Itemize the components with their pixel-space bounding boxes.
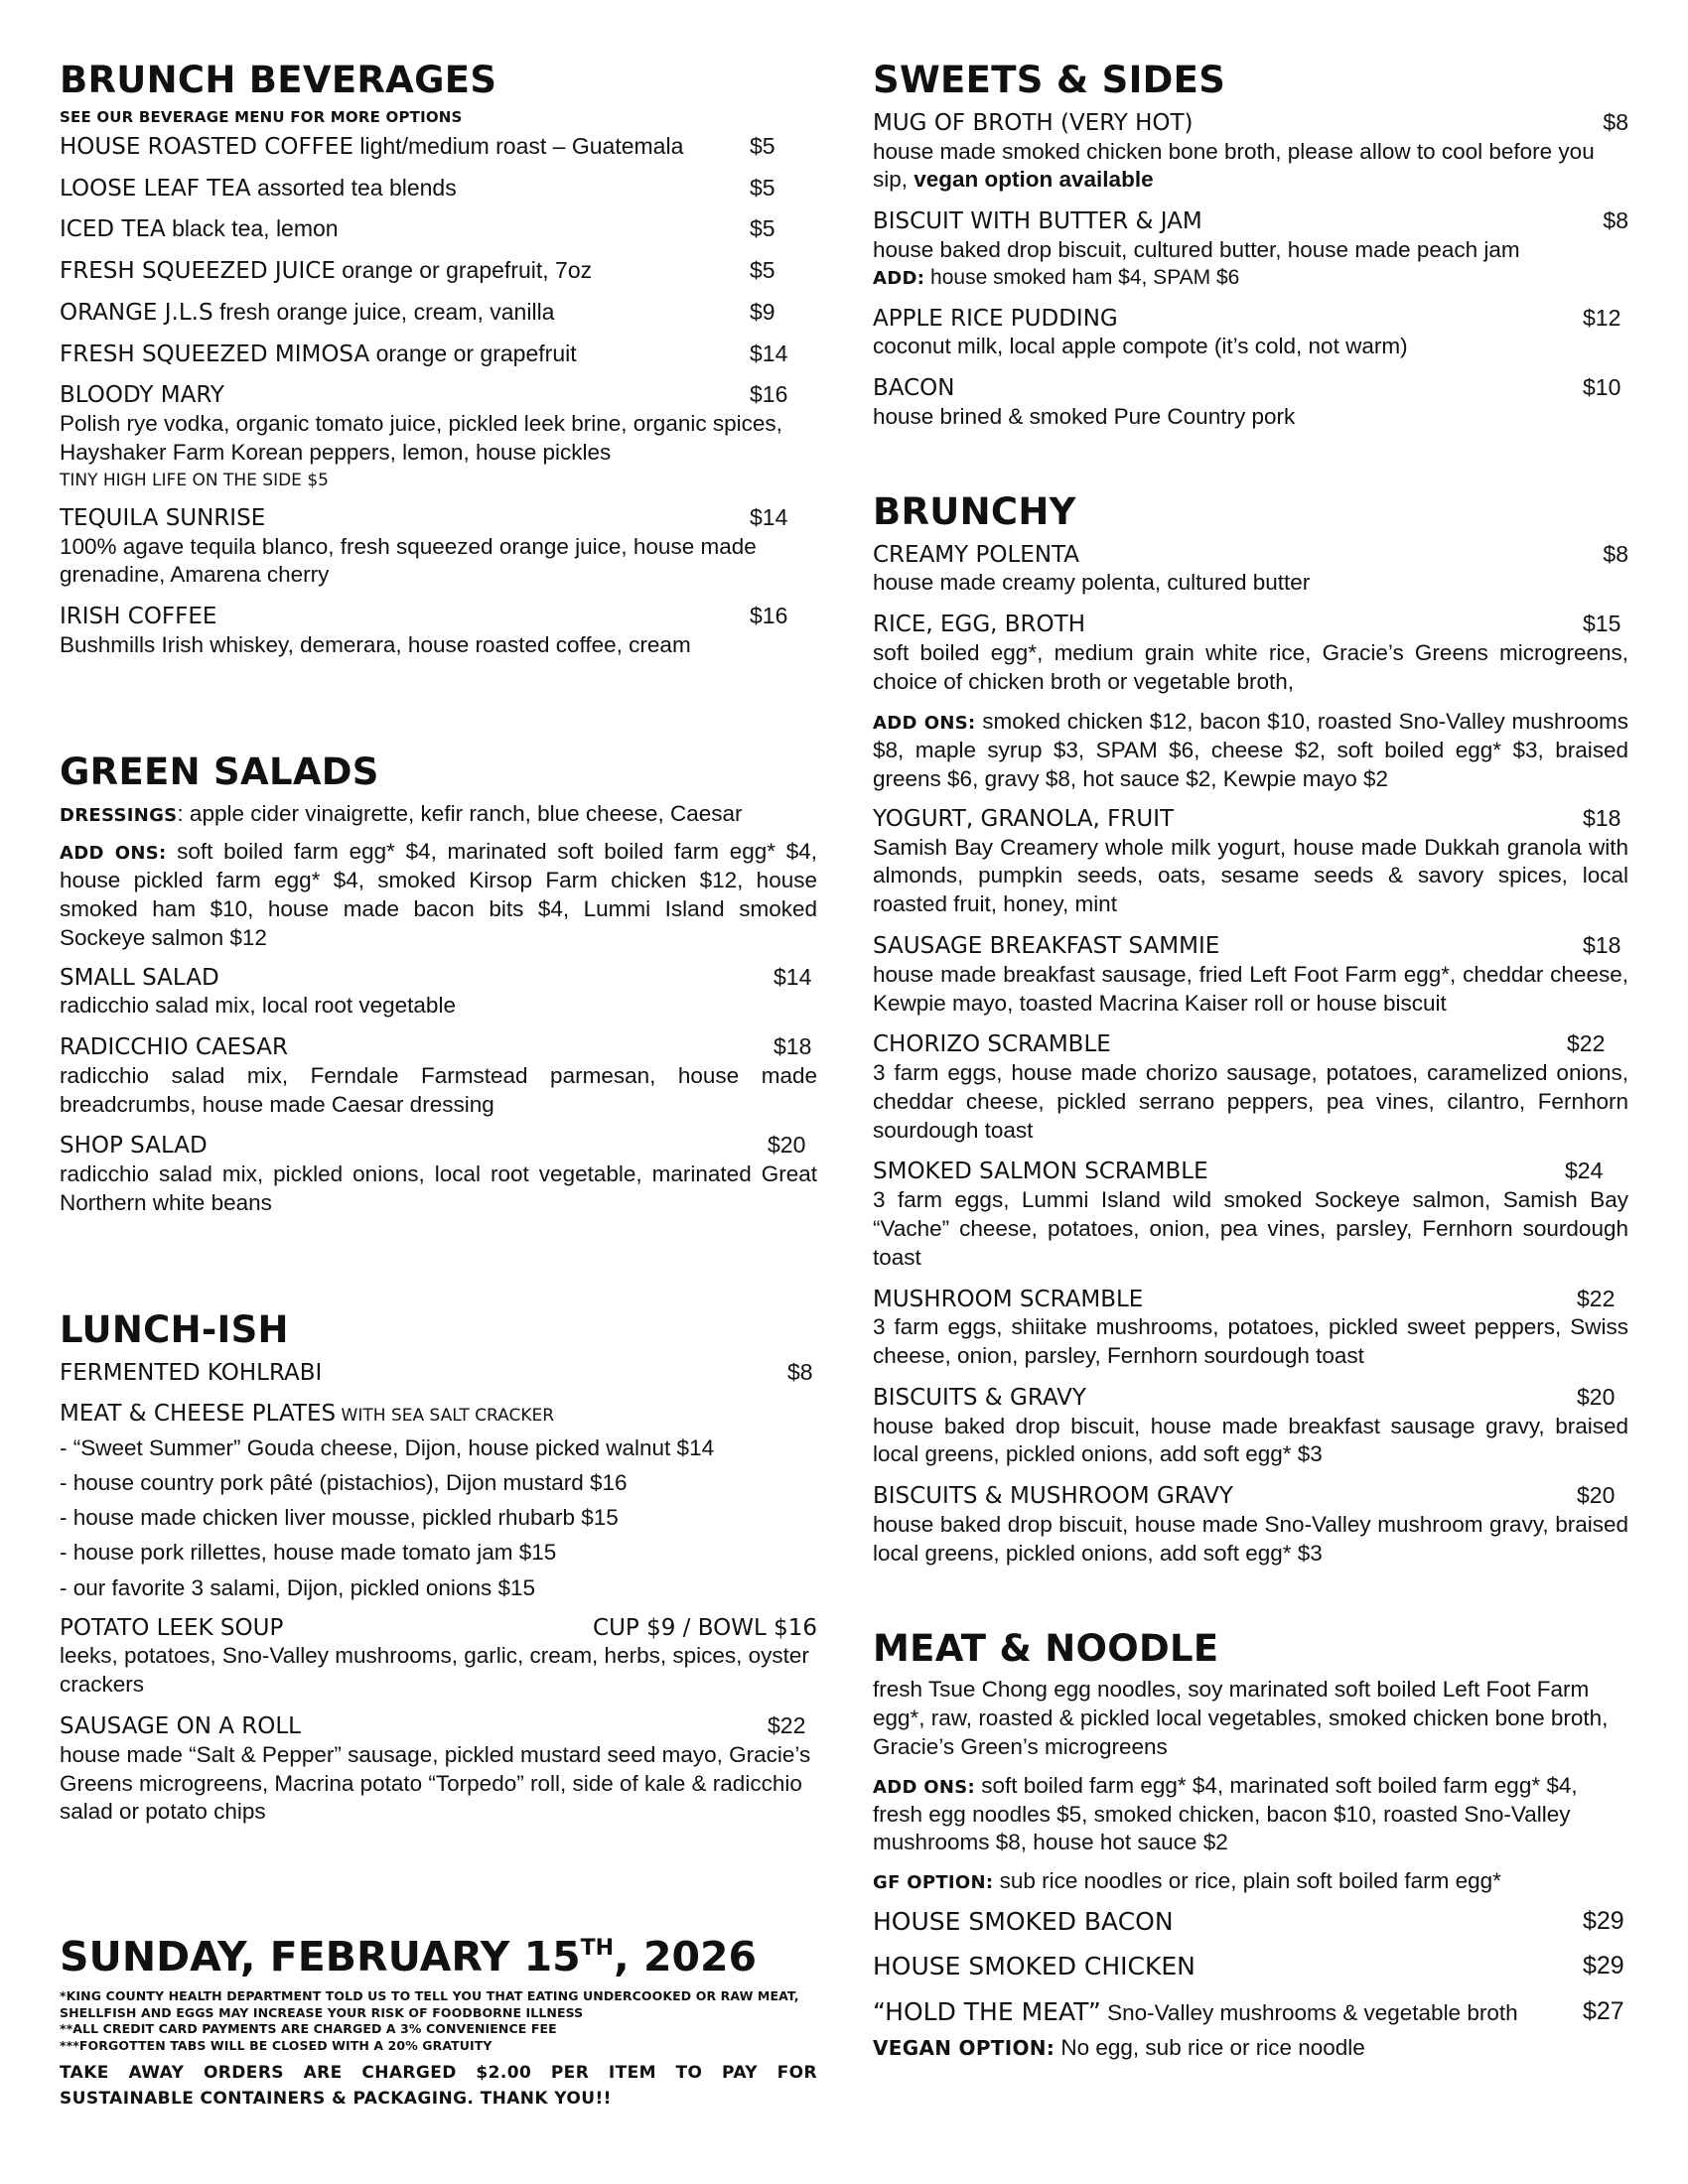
item-price: $20 [768, 1132, 806, 1159]
item-name: RADICCHIO CAESAR [60, 1034, 288, 1061]
menu-item [60, 340, 817, 369]
item-price: $16 [750, 381, 788, 408]
item-name: SAUSAGE ON A ROLL [60, 1713, 301, 1740]
sammie-item [873, 931, 1628, 1018]
item-name: BISCUITS & GRAVY [873, 1384, 1086, 1411]
health-notice: *KING COUNTY HEALTH DEPARTMENT TOLD US TO TELL YOU THAT EATING UNDERCOOKED OR RAW MEAT, SHELLFISH AND EGGS MAY INCREASE YOUR RISK OF FOODBORNE ILLNESS [60, 1988, 799, 2020]
chorizo-item [873, 1029, 1628, 1145]
item-name: ORANGE J.L.S [60, 299, 213, 326]
item-name: SAUSAGE BREAKFAST SAMMIE [873, 932, 1220, 959]
item-name: TEQUILA SUNRISE [60, 504, 266, 531]
item-name: HOUSE ROASTED COFFEE [60, 133, 353, 160]
menu-date: SUNDAY, FEBRUARY 15TH, 2026 [60, 1933, 758, 1980]
item-name: MUG OF BROTH (VERY HOT) [873, 109, 1194, 136]
item-price: $29 [1583, 1952, 1624, 1980]
rice-egg-broth-item [873, 610, 1628, 696]
item-desc: radicchio salad mix, pickled onions, local root vegetable, marinated Great Northern white beans [60, 1161, 817, 1215]
item-name: MEAT & CHEESE PLATES [60, 1401, 337, 1428]
footer [60, 1933, 817, 2113]
item-name: SHOP SALAD [60, 1133, 208, 1160]
yogurt-item [873, 804, 1628, 919]
item-desc: 3 farm eggs, house made chorizo sausage, potatoes, caramelized onions, cheddar cheese, pickled serrano peppers, pea vines, cilantro, Fernhorn sourdough toast [873, 1060, 1628, 1143]
add-text: house smoked ham $4, SPAM $6 [924, 265, 1240, 289]
item-price: $14 [774, 963, 812, 990]
item-price: $22 [1577, 1285, 1616, 1311]
section-title: MEAT & NOODLE [873, 1626, 1219, 1670]
item-desc: light/medium roast – Guatemala [352, 132, 684, 159]
plate-line: - our favorite 3 salami, Dijon, pickled onions $15 [60, 1574, 535, 1600]
item-name: SMOKED SALMON SCRAMBLE [873, 1159, 1208, 1185]
menu-item [60, 256, 817, 286]
addons-text: smoked chicken $12, bacon $10, roasted Sno-Valley mushrooms $8, maple syrup $3, SPAM $6, cheese $2, soft boiled egg* $3, braised greens $6, gravy $8, hot sauce $2, Kewpie mayo $2 [873, 709, 1629, 792]
salmon-item [873, 1157, 1628, 1272]
item-name: APPLE RICE PUDDING [873, 305, 1118, 332]
item-name: FRESH SQUEEZED MIMOSA [60, 341, 370, 367]
item-desc: 3 farm eggs, Lummi Island wild smoked Sockeye salmon, Samish Bay “Vache” cheese, potatoes, onion, pea vines, parsley, Fernhorn sourdough toast [873, 1187, 1628, 1270]
noodle-addons [873, 1772, 1628, 1857]
biscuits-mushroom-gravy-item [873, 1481, 1628, 1568]
item-price: $24 [1565, 1158, 1604, 1184]
item-price: $14 [750, 340, 788, 366]
biscuit-item [873, 206, 1628, 291]
plate-line: - house country pork pâté (pistachios), Dijon mustard $16 [60, 1470, 628, 1496]
item-price: $5 [750, 257, 775, 284]
hold-the-meat-item [873, 1996, 1628, 2028]
card-fee-notice: **ALL CREDIT CARD PAYMENTS ARE CHARGED A 3% CONVENIENCE FEE [60, 2021, 557, 2037]
smoked-bacon-noodle-item [873, 1906, 1628, 1937]
item-price: $22 [768, 1712, 806, 1739]
rice-pudding-item [873, 304, 1628, 362]
vegan-text: No egg, sub rice or rice noodle [1055, 2034, 1365, 2060]
broth-item [873, 108, 1628, 195]
biscuits-gravy-item [873, 1383, 1628, 1469]
bacon-item [873, 373, 1628, 432]
section-title: BRUNCHY [873, 489, 1076, 533]
lunch-ish-section [60, 1307, 817, 1827]
add-label: ADD: [873, 267, 925, 289]
item-price: $27 [1583, 1996, 1624, 2025]
item-price: $8 [1603, 207, 1628, 234]
item-name: FRESH SQUEEZED JUICE [60, 258, 336, 285]
item-name: YOGURT, GRANOLA, FRUIT [873, 805, 1175, 832]
mushroom-scramble-item [873, 1285, 1628, 1371]
item-desc: 100% agave tequila blanco, fresh squeezed orange juice, house made grenadine, Amarena cherry [60, 533, 757, 588]
item-price: $9 [750, 298, 775, 325]
brunchy-section [873, 489, 1629, 1569]
item-desc: house baked drop biscuit, house made Sno-Valley mushroom gravy, braised local greens, pickled onions, add soft egg* $3 [873, 1512, 1628, 1566]
smoked-chicken-noodle-item [873, 1951, 1628, 1981]
small-salad-item [60, 963, 817, 1022]
item-price: $12 [1583, 304, 1621, 331]
item-price: $18 [774, 1033, 812, 1060]
item-desc: house made smoked chicken bone broth, please allow to cool before you sip, [873, 138, 1595, 193]
sausage-roll-item [60, 1711, 817, 1827]
item-name: CREAMY POLENTA [873, 541, 1080, 568]
right-column [873, 59, 1629, 2063]
menu-item [60, 132, 817, 162]
item-desc: house made “Salt & Pepper” sausage, pickled mustard seed mayo, Gracie’s Greens microgreens, Macrina potato “Torpedo” roll, side of kale & radicchio salad or potato chips [60, 1741, 811, 1825]
item-price: $5 [750, 215, 775, 242]
item-price: $8 [1603, 540, 1628, 567]
item-desc: house brined & smoked Pure Country pork [873, 403, 1296, 429]
sweets-sides-section [873, 59, 1628, 432]
plates-heading [60, 1399, 817, 1429]
item-desc: radicchio salad mix, Ferndale Farmstead parmesan, house made breadcrumbs, house made Caesar dressing [60, 1062, 817, 1117]
item-price: $5 [750, 174, 775, 201]
brunch-beverages-section [60, 59, 817, 660]
section-title: BRUNCH BEVERAGES [60, 59, 497, 101]
item-name: BISCUIT WITH BUTTER & JAM [873, 208, 1202, 235]
item-name: FERMENTED KOHLRABI [60, 1359, 323, 1386]
item-name: POTATO LEEK SOUP [60, 1614, 284, 1641]
item-price: $14 [750, 503, 788, 530]
item-price: $5 [750, 132, 775, 159]
item-name: “HOLD THE MEAT” [873, 1996, 1101, 2026]
addons-label: ADD ONS: [873, 713, 976, 735]
noodle-desc: fresh Tsue Chong egg noodles, soy marinated soft boiled Left Foot Farm egg*, raw, roasted & pickled local vegetables, smoked chicken bone broth, Gracie’s Green’s microgreens [873, 1677, 1609, 1760]
item-name: BLOODY MARY [60, 382, 224, 409]
menu-item [60, 214, 817, 244]
polenta-item [873, 540, 1628, 599]
item-extra: TINY HIGH LIFE ON THE SIDE $5 [60, 470, 329, 490]
section-title: LUNCH-ISH [60, 1307, 289, 1351]
beverage-menu-note: SEE OUR BEVERAGE MENU FOR MORE OPTIONS [60, 107, 463, 126]
vegan-option [873, 2034, 1628, 2063]
item-price: $10 [1583, 374, 1621, 401]
addons-text: soft boiled farm egg* $4, marinated soft boiled farm egg* $4, fresh egg noodles $5, smoked chicken, bacon $10, roasted Sno-Valley mushrooms $8, house hot sauce $2 [873, 1772, 1578, 1855]
item-desc: fresh orange juice, cream, vanilla [212, 298, 555, 325]
dressings-text: : apple cider vinaigrette, kefir ranch, blue cheese, Caesar [177, 800, 743, 826]
item-name: BACON [873, 375, 955, 402]
gf-label: GF OPTION: [873, 1872, 994, 1894]
item-name: BISCUITS & MUSHROOM GRAVY [873, 1483, 1233, 1510]
kohlrabi-item [60, 1358, 817, 1388]
vegan-option: vegan option available [914, 167, 1154, 193]
gf-option [873, 1867, 1628, 1896]
plate-line: - house pork rillettes, house made tomato jam $15 [60, 1540, 557, 1566]
addons-label: ADD ONS: [60, 843, 167, 865]
left-column [60, 59, 817, 1839]
item-price: $8 [787, 1358, 813, 1385]
item-price: $18 [1583, 931, 1621, 958]
section-title: SWEETS & SIDES [873, 59, 1226, 101]
item-price: $15 [1583, 611, 1621, 637]
item-desc: leeks, potatoes, Sno-Valley mushrooms, garlic, cream, herbs, spices, oyster crackers [60, 1643, 809, 1698]
plate-line: - house made chicken liver mousse, pickled rhubarb $15 [60, 1505, 619, 1531]
item-price: $22 [1567, 1030, 1606, 1057]
item-desc: orange or grapefruit, 7oz [335, 257, 593, 284]
item-desc: Bushmills Irish whiskey, demerara, house roasted coffee, cream [60, 631, 691, 657]
item-desc: 3 farm eggs, shiitake mushrooms, potatoes, pickled sweet peppers, Swiss cheese, onion, parsley, Fernhorn sourdough toast [873, 1314, 1628, 1369]
dressings-line [60, 800, 817, 829]
item-sub: WITH SEA SALT CRACKER [336, 1406, 555, 1427]
plate-line: - “Sweet Summer” Gouda cheese, Dijon, house picked walnut $14 [60, 1435, 715, 1461]
item-price: $8 [1603, 108, 1628, 135]
item-desc: house baked drop biscuit, house made breakfast sausage gravy, braised local greens, pickled onions, add soft egg* $3 [873, 1413, 1628, 1467]
item-price: $20 [1577, 1383, 1616, 1410]
item-price: $20 [1577, 1482, 1616, 1509]
item-desc: house baked drop biscuit, cultured butter, house made peach jam [873, 236, 1520, 262]
dressings-label: DRESSINGS [60, 804, 178, 826]
salad-addons [60, 838, 817, 952]
item-name: SMALL SALAD [60, 964, 219, 991]
item-name: MUSHROOM SCRAMBLE [873, 1286, 1144, 1312]
item-desc: Samish Bay Creamery whole milk yogurt, house made Dukkah granola with almonds, pumpkin seeds, oats, sesame seeds & savory spices, local roasted fruit, honey, mint [873, 834, 1628, 917]
item-name: HOUSE SMOKED CHICKEN [873, 1952, 1196, 1981]
menu-item [60, 298, 817, 328]
item-desc: soft boiled egg*, medium grain white rice, Gracie’s Greens microgreens, choice of chicken broth or vegetable broth, [873, 639, 1628, 694]
item-desc: black tea, lemon [165, 215, 339, 242]
item-desc: house made creamy polenta, cultured butter [873, 570, 1311, 596]
item-desc: house made breakfast sausage, fried Left Foot Farm egg*, cheddar cheese, Kewpie mayo, toasted Macrina Kaiser roll or house biscuit [873, 961, 1628, 1016]
item-name: IRISH COFFEE [60, 604, 217, 630]
shop-salad-item [60, 1131, 817, 1217]
item-price: $16 [750, 603, 788, 629]
item-name: HOUSE SMOKED BACON [873, 1907, 1174, 1937]
item-name: ICED TEA [60, 216, 166, 243]
take-away-notice: TAKE AWAY ORDERS ARE CHARGED $2.00 PER ITEM TO PAY FOR SUSTAINABLE CONTAINERS & PACKAGING. THANK YOU!! [60, 2063, 817, 2110]
item-price: CUP $9 / BOWL $16 [593, 1614, 817, 1641]
menu-item [60, 174, 817, 204]
item-name: RICE, EGG, BROTH [873, 612, 1085, 638]
item-desc: assorted tea blends [250, 174, 457, 201]
item-desc: coconut milk, local apple compote (it’s cold, not warm) [873, 334, 1408, 359]
potato-leek-soup-item [60, 1614, 817, 1700]
item-desc: radicchio salad mix, local root vegetable [60, 993, 456, 1019]
green-salads-section [60, 750, 817, 1218]
item-price: $18 [1583, 804, 1621, 831]
item-desc: orange or grapefruit [369, 340, 577, 366]
meat-noodle-section [873, 1626, 1628, 2063]
tabs-notice: ***FORGOTTEN TABS WILL BE CLOSED WITH A 20% GRATUITY [60, 2037, 492, 2053]
item-name: LOOSE LEAF TEA [60, 175, 251, 202]
irish-coffee-item [60, 602, 817, 660]
item-price: $29 [1583, 1907, 1624, 1936]
brunchy-addons [873, 708, 1628, 793]
item-name: CHORIZO SCRAMBLE [873, 1031, 1111, 1058]
bloody-mary-item [60, 380, 817, 490]
addons-label: ADD ONS: [873, 1776, 976, 1798]
item-desc: Sno-Valley mushrooms & vegetable broth [1100, 1999, 1518, 2025]
tequila-sunrise-item [60, 503, 817, 590]
section-title: GREEN SALADS [60, 750, 379, 793]
radicchio-caesar-item [60, 1032, 817, 1119]
vegan-label: VEGAN OPTION: [873, 2035, 1055, 2060]
item-desc: Polish rye vodka, organic tomato juice, pickled leek brine, organic spices, Hayshaker Farm Korean peppers, lemon, house pickles [60, 411, 782, 465]
gf-text: sub rice noodles or rice, plain soft boiled farm egg* [993, 1868, 1501, 1894]
addons-text: soft boiled farm egg* $4, marinated soft boiled farm egg* $4, house pickled farm egg* $4, smoked Kirsop Farm chicken $12, house smoked ham $10, house made bacon bits $4, Lummi Island smoked Sockeye salmon $12 [60, 839, 817, 950]
